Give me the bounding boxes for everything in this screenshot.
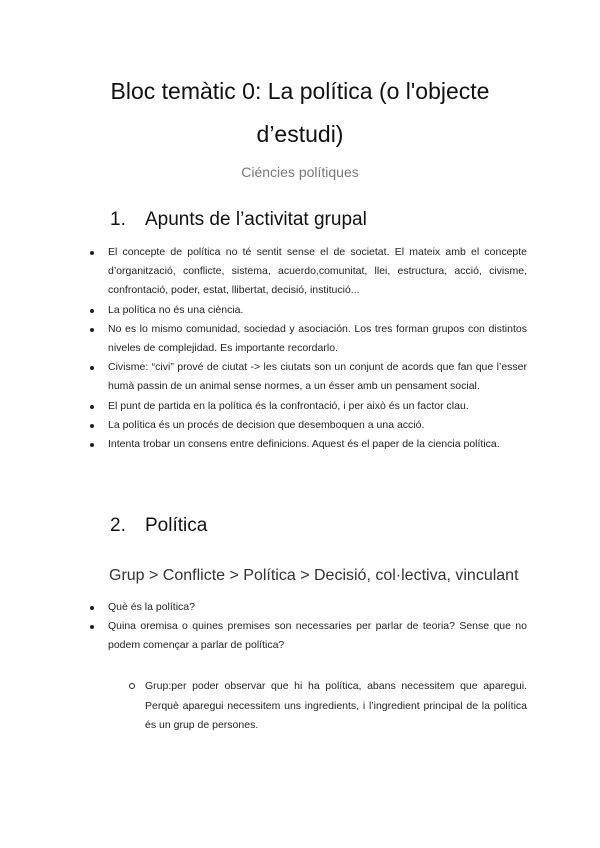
list-item: La política és un procés de decision que desemboquen a una acció.	[0, 416, 527, 435]
section-1-heading	[110, 209, 367, 231]
title-line-2: d’estudi)	[256, 121, 344, 147]
document-subtitle: Ciéncies polítiques	[241, 164, 359, 180]
list-item: Què és la política?	[0, 598, 527, 617]
section-2-formula: Grup > Conflicte > Política > Decisió, col·lectiva, vinculant	[109, 567, 519, 584]
section-2-sub-list	[0, 677, 527, 736]
bullet-dot-icon	[90, 366, 94, 370]
list-item: Intenta trobar un consens entre definicions. Aquest és el paper de la ciencia política.	[0, 435, 527, 454]
section-1-title: Apunts de l’activitat grupal	[145, 209, 367, 230]
list-item: El punt de partida en la política és la confrontació, i per això és un factor clau.	[0, 397, 527, 416]
bullet-dot-icon	[90, 328, 94, 332]
list-item: La política no és una ciència.	[0, 301, 527, 320]
list-item: No es lo mismo comunidad, sociedad y asociación. Los tres forman grupos con distintos niveles de complejidad. Es importante recordarlo.	[0, 320, 527, 358]
section-1-bullet-list	[0, 243, 527, 454]
section-1-number: 1.	[110, 209, 126, 230]
bullet-dot-icon	[90, 405, 94, 409]
title-line-1: Bloc temàtic 0: La política (o l'objecte	[110, 78, 490, 104]
bullet-dot-icon	[90, 443, 94, 447]
list-item: El concepte de política no té sentit sense el de societat. El mateix amb el concepte d’organització, conflicte, sistema, acuerdo,comunitat, llei, estructura, acció, civisme, confrontació, poder, estat, llibertat, decisió, institució...	[0, 243, 527, 301]
bullet-dot-icon	[90, 424, 94, 428]
document-title	[0, 70, 600, 156]
list-item: Civisme: “civi” prové de ciutat -> les ciutats son un conjunt de acords que fan que l’esser humà passin de un animal sense normes, a un ésser amb un pensament social.	[0, 358, 527, 396]
section-2-title: Política	[145, 515, 208, 536]
list-item: Quina oremisa o quines premises son necessaries per parlar de teoria? Sense que no podem començar a parlar de política?	[0, 617, 527, 655]
section-2-bullet-list	[0, 598, 527, 656]
section-2-number: 2.	[110, 515, 126, 536]
bullet-dot-icon	[90, 309, 94, 313]
bullet-dot-icon	[90, 606, 94, 610]
hollow-bullet-icon	[129, 683, 135, 689]
section-2-heading	[110, 515, 207, 537]
bullet-dot-icon	[90, 251, 94, 255]
bullet-dot-icon	[90, 625, 94, 629]
list-item: Grup:per poder observar que hi ha política, abans necessitem que aparegui. Perquè aparegui necessitem uns ingredients, i l’ingredient principal de la política és un grup de persones.	[0, 677, 527, 736]
